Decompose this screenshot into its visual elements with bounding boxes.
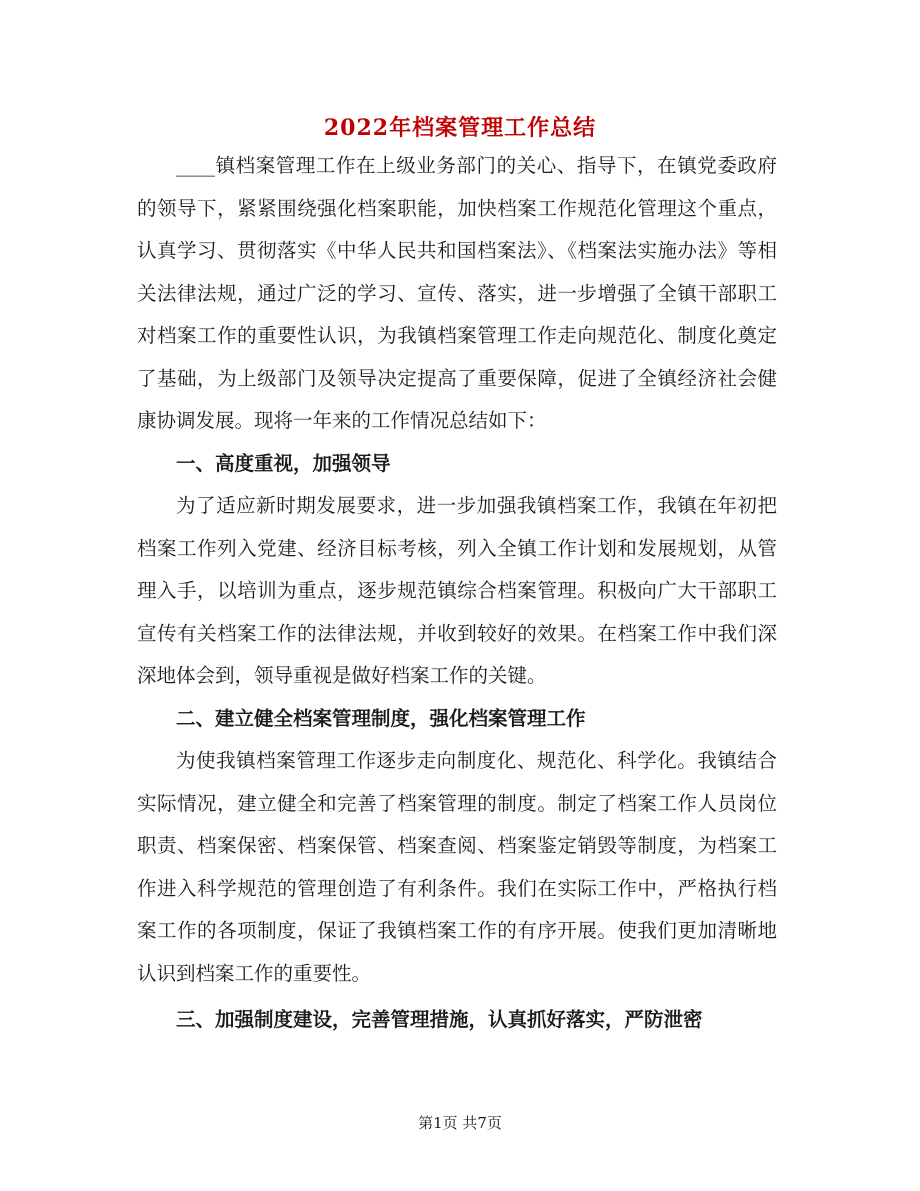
page-footer: 第1页 共7页	[418, 1114, 502, 1132]
section-3-heading: 三、加强制度建设，完善管理措施，认真抓好落实，严防泄密	[176, 1008, 703, 1031]
document-title: 2022年档案管理工作总结	[323, 115, 597, 141]
document-body	[137, 145, 777, 1042]
section-2-heading: 二、建立健全档案管理制度，强化档案管理工作	[176, 706, 586, 730]
section-1-heading: 一、高度重视，加强领导	[176, 451, 391, 475]
section-1-paragraph: 为了适应新时期发展要求，进一步加强我镇档案工作，我镇在年初把档案工作列入党建、经济目标考核，列入全镇工作计划和发展规划，从管理入手，以培训为重点，逐步规范镇综合档案管理。积极向广大干部职工宣传有关档案工作的法律法规，并收到较好的效果。在档案工作中我们深深地体会到，领导重视是做好档案工作的关键。	[137, 494, 777, 687]
section-2-paragraph: 为使我镇档案管理工作逐步走向制度化、规范化、科学化。我镇结合实际情况，建立健全和完善了档案管理的制度。制定了档案工作人员岗位职责、档案保密、档案保管、档案查阅、档案鉴定销毁等制度，为档案工作进入科学规范的管理创造了有利条件。我们在实际工作中，严格执行档案工作的各项制度，保证了我镇档案工作的有序开展。使我们更加清晰地认识到档案工作的重要性。	[137, 749, 777, 985]
intro-paragraph: ____镇档案管理工作在上级业务部门的关心、指导下，在镇党委政府的领导下，紧紧围绕强化档案职能，加快档案工作规范化管理这个重点，认真学习、贯彻落实《中华人民共和国档案法》、《档案法实施办法》等相关法律法规，通过广泛的学习、宣传、落实，进一步增强了全镇干部职工对档案工作的重要性认识，为我镇档案管理工作走向规范化、制度化奠定了基础，为上级部门及领导决定提高了重要保障，促进了全镇经济社会健康协调发展。现将一年来的工作情况总结如下：	[137, 154, 777, 432]
